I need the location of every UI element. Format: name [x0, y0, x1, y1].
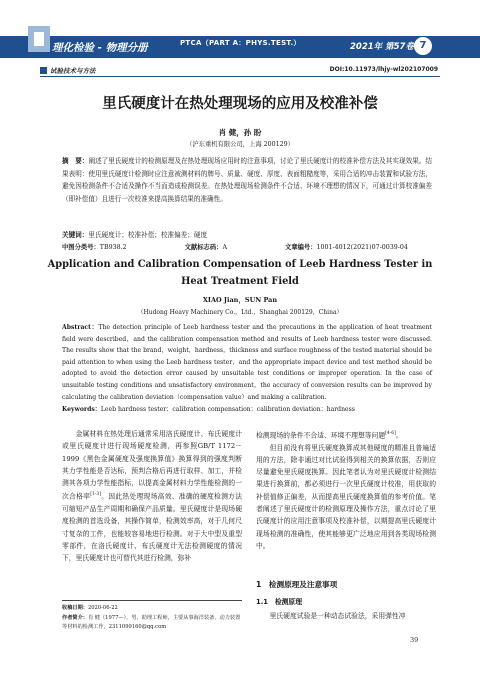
body-right-column: [256, 428, 436, 552]
journal-logo-icon: [28, 26, 50, 52]
keywords-cn-label: 关键词：: [62, 231, 89, 239]
body-right-tail: 里氏硬度试验是一种动态试验法，采用弹性冲: [269, 612, 406, 620]
body-left-column: [62, 428, 242, 565]
received-date: [62, 604, 242, 614]
keywords-en-text: Leeb hardness tester；calibration compensation；calibration deviation；hardness: [100, 406, 355, 413]
article-no-label: 文章编号：: [285, 244, 317, 251]
classification-line: [62, 242, 432, 251]
doc-code-label: 文献标志码：: [184, 244, 223, 251]
citation: [1-3]: [90, 492, 101, 498]
abstract-cn: [62, 155, 432, 205]
footnotes: [62, 604, 242, 633]
section-label: 试验技术与方法: [50, 67, 96, 75]
clc-value: TB938.2: [99, 244, 127, 251]
body-left-para-cont: 。因此热处理现场高效、准确的硬度检测方法可缩短产品生产周期和确保产品质量。里氏硬度计是现场硬度检测的首选设备，其操作简单，检测效率高，对于几何尺寸复杂的工件，也能较容易地进行检测。对于大中型及重型零部件，在洛氏硬度计、布氏硬度计无法检测硬度的情况下，里氏硬度计也可替代其进行检测，弥补: [62, 492, 243, 563]
authors-cn: 肖 健，孙 盼: [218, 128, 262, 137]
body-left-para: 金属材料在热处理后通常采用洛氏硬度计、布氏硬度计或里氏硬度计进行现场硬度检测，再参照GB/T 1172－1999《黑色金属硬度及强度换算值》换算得到的强度判断其力学性能是否达标，预判合格后再进行取样、加工，并检测其各项力学性能指标，以提高金属材料力学性能检测的一次合格率: [62, 430, 242, 501]
received-label: 收稿日期：: [62, 605, 88, 611]
paper-title-cn: 里氏硬度计在热处理现场的应用及校准补偿: [102, 96, 378, 112]
body-right-para-1-text: 检测现场的条件不合适、环境不理想等问题: [256, 431, 386, 440]
authors-en: XIAO Jian，SUN Pan: [202, 296, 278, 304]
keywords-cn-text: 里氏硬度计；校准补偿；校准偏差；硬度: [88, 231, 208, 239]
doc-code-value: A: [222, 244, 227, 251]
section-heading-1-1: 1.1 检测原理: [256, 598, 303, 606]
body-right-para-2: 但目前没有将里氏硬度换算成其他硬度的精准且普遍适用的方法，除非通过对比试验得到相关的换算依据，否则应尽量避免里氏硬度换算。因此笔者认为对里氏硬度计检测结果进行换算前，都必须进行一次里氏硬度计校准，用获取的补偿值修正偏差，从而提高里氏硬度换算值的参考价值。笔者阐述了里氏硬度计的检测原理及操作方法，重点讨论了里氏硬度计的应用注意事项及校准补偿，以期提高里氏硬度计现场检测的准确性，使其能够更广泛地应用到各类现场检测中。: [256, 443, 436, 550]
abstract-en-text: The detection principle of Leeb hardness tester and the precautions in the application of heat treatment field were described，and the calibration compensation method and results of Leeb hardness tester were discussed. The results show that the brand，weight，hardness，thickness and surface roughness of the tested material should be paid attention to when using the Leeb hardness tester，and the appropriate impact device and test method should be adopted to avoid the detection error caused by unsuitable test conditions or improper operation. In the case of unsuitable testing conditions and unsatisfactory environment，the accuracy of conversion results can be improved by calculating the calibration deviation（compensation value）and making a calibration.: [62, 324, 432, 401]
clc-label: 中图分类号：: [62, 244, 100, 251]
affiliation-cn: （沪东重机有限公司，上海 200129）: [186, 141, 294, 148]
journal-name: PTCA（PART A：PHYS.TEST.）: [180, 39, 301, 47]
section-heading-1: 1 检测原理及注意事项: [256, 580, 338, 589]
header-divider: [40, 76, 440, 77]
abstract-en-label: Abstract：: [62, 324, 99, 331]
body-right-para-1: [256, 428, 436, 442]
section-marker-icon: [40, 67, 47, 74]
section-tag: [40, 66, 96, 75]
year-volume: 2021年 第57卷: [350, 42, 414, 52]
paper-title-en: Application and Calibration Compensation of Leeb Hardness Tester in Heat Treatment Field: [47, 259, 433, 287]
affiliation-en: （Hudong Heavy Machinery Co.，Ltd.，Shanghai 200129，China）: [137, 309, 343, 316]
abstract-cn-text: 阐述了里氏硬度计的检测原理及在热处理现场应用时的注意事项，讨论了里氏硬度计的校准补偿方法及其实现效果。结果表明：使用里氏硬度计检测时应注意被测材料的牌号、质量、硬度、厚度、表面粗糙度等，采用合适的冲击装置和试验方法，避免因检测条件不合适及操作不当而造成检测误差。在热处理现场检测条件不合适、环境不理想的情况下，可通过计算校准偏差（即补偿值）且进行一次校准来提高换算结果的准确性。: [62, 157, 433, 203]
author-bio-text: 肖 健（1977—），男，助理工程师，主要从事海洋装备、动力装置等材料的检测工作，2311099160@qq.com: [62, 614, 241, 631]
footnote-divider: [62, 600, 242, 601]
received-value: 2020-06-22: [87, 605, 118, 611]
keywords-cn: [62, 229, 432, 239]
abstract-cn-label: 摘 要：: [62, 157, 89, 165]
author-bio-label: 作者简介：: [62, 614, 88, 621]
journal-brand: 理化检验 - 物理分册: [52, 42, 148, 54]
doi: DOI:10.11973/lhjy-wl202107009: [329, 66, 438, 73]
citation: [4-6]: [385, 431, 396, 436]
issue-badge: 7: [414, 37, 432, 55]
keywords-en-label: Keywords：: [62, 406, 101, 413]
keywords-en: [62, 404, 432, 413]
page-number: 39: [410, 636, 419, 644]
author-bio: [62, 614, 242, 633]
body-right-para-1-end: 。: [395, 431, 403, 440]
article-no-value: 1001-4012(2021)07-0039-04: [316, 244, 408, 251]
abstract-en: [62, 322, 432, 403]
